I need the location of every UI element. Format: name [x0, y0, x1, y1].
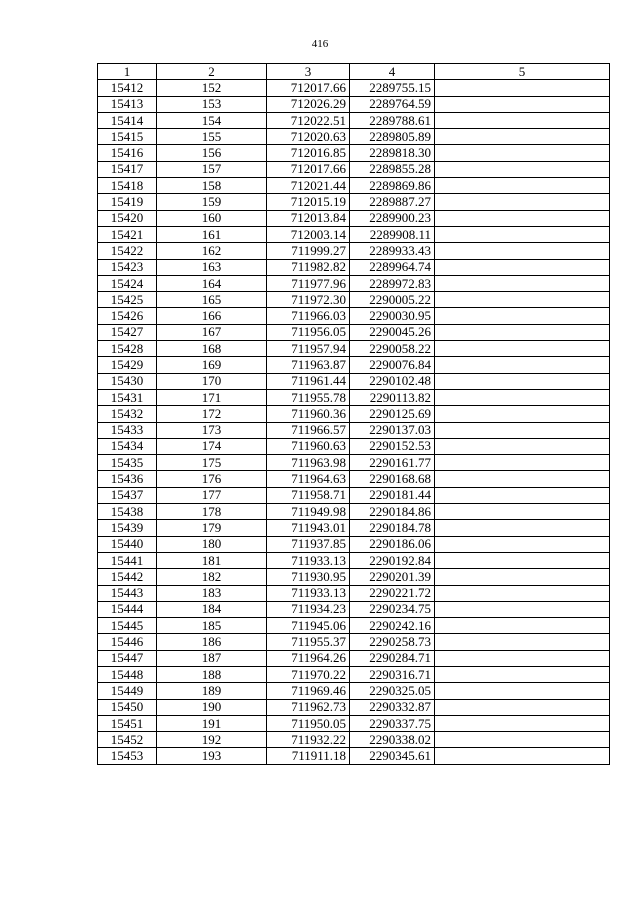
cell-coordinate-y: 2290186.06 — [350, 536, 435, 552]
cell-point-number: 183 — [157, 585, 267, 601]
cell-point-id: 15428 — [98, 341, 157, 357]
cell-point-id: 15425 — [98, 292, 157, 308]
cell-notes — [435, 194, 610, 210]
cell-notes — [435, 178, 610, 194]
cell-coordinate-y: 2290242.16 — [350, 618, 435, 634]
table-row — [98, 520, 610, 536]
cell-point-number: 175 — [157, 455, 267, 471]
cell-point-id: 15439 — [98, 520, 157, 536]
cell-coordinate-y: 2290152.53 — [350, 438, 435, 454]
cell-point-number: 180 — [157, 536, 267, 552]
cell-coordinate-y: 2290332.87 — [350, 699, 435, 715]
cell-coordinate-y: 2290325.05 — [350, 683, 435, 699]
cell-coordinate-y: 2290030.95 — [350, 308, 435, 324]
cell-coordinate-x: 711970.22 — [267, 666, 350, 682]
cell-coordinate-x: 711955.78 — [267, 389, 350, 405]
cell-coordinate-y: 2290076.84 — [350, 357, 435, 373]
cell-point-id: 15445 — [98, 618, 157, 634]
cell-coordinate-y: 2290045.26 — [350, 324, 435, 340]
table-row — [98, 552, 610, 568]
table-row — [98, 699, 610, 715]
cell-coordinate-x: 711933.13 — [267, 585, 350, 601]
cell-point-id: 15413 — [98, 96, 157, 112]
cell-point-number: 177 — [157, 487, 267, 503]
cell-point-id: 15433 — [98, 422, 157, 438]
cell-point-number: 182 — [157, 569, 267, 585]
cell-coordinate-x: 712021.44 — [267, 178, 350, 194]
cell-point-number: 167 — [157, 324, 267, 340]
cell-point-id: 15414 — [98, 112, 157, 128]
cell-coordinate-x: 712017.66 — [267, 80, 350, 96]
cell-notes — [435, 552, 610, 568]
cell-point-number: 165 — [157, 292, 267, 308]
cell-point-id: 15441 — [98, 552, 157, 568]
cell-point-id: 15438 — [98, 504, 157, 520]
cell-coordinate-x: 711966.03 — [267, 308, 350, 324]
cell-point-number: 184 — [157, 601, 267, 617]
cell-point-id: 15452 — [98, 732, 157, 748]
cell-coordinate-y: 2290181.44 — [350, 487, 435, 503]
cell-coordinate-y: 2289805.89 — [350, 129, 435, 145]
cell-coordinate-x: 712003.14 — [267, 226, 350, 242]
cell-coordinate-x: 711934.23 — [267, 601, 350, 617]
cell-notes — [435, 455, 610, 471]
cell-point-number: 152 — [157, 80, 267, 96]
cell-notes — [435, 406, 610, 422]
cell-coordinate-x: 712013.84 — [267, 210, 350, 226]
cell-notes — [435, 161, 610, 177]
cell-coordinate-x: 712022.51 — [267, 112, 350, 128]
cell-point-number: 160 — [157, 210, 267, 226]
cell-point-number: 163 — [157, 259, 267, 275]
cell-coordinate-y: 2289818.30 — [350, 145, 435, 161]
cell-point-number: 161 — [157, 226, 267, 242]
table-row — [98, 96, 610, 112]
header-cell-col5: 5 — [435, 64, 610, 80]
cell-coordinate-x: 711961.44 — [267, 373, 350, 389]
cell-coordinate-y: 2290005.22 — [350, 292, 435, 308]
cell-notes — [435, 569, 610, 585]
cell-point-number: 171 — [157, 389, 267, 405]
cell-notes — [435, 438, 610, 454]
cell-coordinate-x: 711949.98 — [267, 504, 350, 520]
cell-coordinate-x: 711958.71 — [267, 487, 350, 503]
table-row — [98, 243, 610, 259]
cell-notes — [435, 292, 610, 308]
cell-point-id: 15432 — [98, 406, 157, 422]
cell-notes — [435, 129, 610, 145]
cell-coordinate-x: 711964.26 — [267, 650, 350, 666]
cell-point-id: 15421 — [98, 226, 157, 242]
table-row — [98, 226, 610, 242]
table-row — [98, 194, 610, 210]
cell-coordinate-y: 2289855.28 — [350, 161, 435, 177]
cell-point-number: 159 — [157, 194, 267, 210]
cell-point-id: 15431 — [98, 389, 157, 405]
cell-point-id: 15437 — [98, 487, 157, 503]
cell-coordinate-x: 711977.96 — [267, 275, 350, 291]
cell-coordinate-y: 2290137.03 — [350, 422, 435, 438]
cell-coordinate-y: 2290201.39 — [350, 569, 435, 585]
cell-point-number: 154 — [157, 112, 267, 128]
cell-coordinate-y: 2289933.43 — [350, 243, 435, 259]
cell-point-number: 156 — [157, 145, 267, 161]
cell-point-number: 191 — [157, 715, 267, 731]
cell-notes — [435, 389, 610, 405]
cell-point-number: 179 — [157, 520, 267, 536]
cell-coordinate-x: 711963.87 — [267, 357, 350, 373]
table-row — [98, 504, 610, 520]
cell-point-id: 15415 — [98, 129, 157, 145]
cell-coordinate-y: 2289887.27 — [350, 194, 435, 210]
cell-coordinate-y: 2290113.82 — [350, 389, 435, 405]
cell-coordinate-x: 711945.06 — [267, 618, 350, 634]
cell-notes — [435, 715, 610, 731]
cell-coordinate-y: 2290234.75 — [350, 601, 435, 617]
cell-notes — [435, 373, 610, 389]
cell-coordinate-y: 2290258.73 — [350, 634, 435, 650]
table-row — [98, 112, 610, 128]
table-row — [98, 324, 610, 340]
table-row — [98, 650, 610, 666]
cell-notes — [435, 536, 610, 552]
cell-point-number: 176 — [157, 471, 267, 487]
table-row — [98, 487, 610, 503]
cell-coordinate-y: 2289908.11 — [350, 226, 435, 242]
cell-point-id: 15416 — [98, 145, 157, 161]
table-row — [98, 178, 610, 194]
cell-point-number: 178 — [157, 504, 267, 520]
cell-point-id: 15427 — [98, 324, 157, 340]
table-row — [98, 389, 610, 405]
cell-point-id: 15418 — [98, 178, 157, 194]
cell-point-number: 168 — [157, 341, 267, 357]
cell-coordinate-y: 2290345.61 — [350, 748, 435, 764]
cell-notes — [435, 112, 610, 128]
table-row — [98, 422, 610, 438]
header-cell-col2: 2 — [157, 64, 267, 80]
cell-notes — [435, 650, 610, 666]
cell-coordinate-x: 711963.98 — [267, 455, 350, 471]
cell-notes — [435, 699, 610, 715]
table-row — [98, 341, 610, 357]
cell-point-number: 181 — [157, 552, 267, 568]
cell-point-number: 187 — [157, 650, 267, 666]
cell-point-number: 193 — [157, 748, 267, 764]
cell-point-number: 158 — [157, 178, 267, 194]
coordinates-table — [97, 63, 610, 765]
cell-point-id: 15435 — [98, 455, 157, 471]
cell-notes — [435, 341, 610, 357]
cell-coordinate-x: 711937.85 — [267, 536, 350, 552]
cell-notes — [435, 243, 610, 259]
cell-notes — [435, 210, 610, 226]
table-row — [98, 618, 610, 634]
cell-point-number: 190 — [157, 699, 267, 715]
cell-coordinate-x: 711982.82 — [267, 259, 350, 275]
cell-point-id: 15444 — [98, 601, 157, 617]
cell-point-id: 15426 — [98, 308, 157, 324]
cell-point-number: 157 — [157, 161, 267, 177]
cell-point-number: 169 — [157, 357, 267, 373]
cell-notes — [435, 145, 610, 161]
cell-coordinate-x: 711933.13 — [267, 552, 350, 568]
table-row — [98, 666, 610, 682]
cell-point-number: 189 — [157, 683, 267, 699]
header-cell-col1: 1 — [98, 64, 157, 80]
cell-coordinate-y: 2290125.69 — [350, 406, 435, 422]
cell-notes — [435, 487, 610, 503]
cell-point-id: 15443 — [98, 585, 157, 601]
cell-point-id: 15436 — [98, 471, 157, 487]
cell-coordinate-x: 711960.63 — [267, 438, 350, 454]
cell-notes — [435, 748, 610, 764]
table-row — [98, 748, 610, 764]
cell-point-id: 15424 — [98, 275, 157, 291]
cell-point-id: 15449 — [98, 683, 157, 699]
table-row — [98, 308, 610, 324]
cell-coordinate-y: 2289869.86 — [350, 178, 435, 194]
cell-coordinate-y: 2289788.61 — [350, 112, 435, 128]
cell-coordinate-y: 2290102.48 — [350, 373, 435, 389]
cell-coordinate-y: 2290284.71 — [350, 650, 435, 666]
table-row — [98, 292, 610, 308]
cell-point-id: 15446 — [98, 634, 157, 650]
cell-notes — [435, 324, 610, 340]
cell-point-id: 15417 — [98, 161, 157, 177]
cell-coordinate-y: 2289755.15 — [350, 80, 435, 96]
table-row — [98, 601, 610, 617]
table-row — [98, 129, 610, 145]
cell-coordinate-x: 711911.18 — [267, 748, 350, 764]
cell-notes — [435, 585, 610, 601]
cell-coordinate-x: 711930.95 — [267, 569, 350, 585]
header-cell-col4: 4 — [350, 64, 435, 80]
table-row — [98, 634, 610, 650]
cell-point-id: 15423 — [98, 259, 157, 275]
cell-coordinate-x: 712017.66 — [267, 161, 350, 177]
cell-point-id: 15420 — [98, 210, 157, 226]
cell-coordinate-x: 712016.85 — [267, 145, 350, 161]
header-cell-col3: 3 — [267, 64, 350, 80]
cell-notes — [435, 618, 610, 634]
cell-point-id: 15450 — [98, 699, 157, 715]
cell-coordinate-y: 2290337.75 — [350, 715, 435, 731]
cell-coordinate-x: 711960.36 — [267, 406, 350, 422]
table-row — [98, 585, 610, 601]
cell-notes — [435, 666, 610, 682]
cell-point-id: 15422 — [98, 243, 157, 259]
cell-coordinate-y: 2290161.77 — [350, 455, 435, 471]
cell-coordinate-y: 2289964.74 — [350, 259, 435, 275]
cell-point-number: 186 — [157, 634, 267, 650]
cell-notes — [435, 422, 610, 438]
cell-coordinate-y: 2290168.68 — [350, 471, 435, 487]
cell-point-number: 170 — [157, 373, 267, 389]
cell-coordinate-x: 711943.01 — [267, 520, 350, 536]
cell-notes — [435, 634, 610, 650]
cell-notes — [435, 471, 610, 487]
cell-coordinate-x: 711932.22 — [267, 732, 350, 748]
cell-coordinate-y: 2289764.59 — [350, 96, 435, 112]
cell-coordinate-y: 2290184.86 — [350, 504, 435, 520]
table-row — [98, 683, 610, 699]
table-body — [98, 64, 610, 765]
cell-point-id: 15440 — [98, 536, 157, 552]
table-row — [98, 357, 610, 373]
cell-point-number: 164 — [157, 275, 267, 291]
cell-notes — [435, 96, 610, 112]
cell-point-number: 172 — [157, 406, 267, 422]
cell-point-number: 153 — [157, 96, 267, 112]
cell-coordinate-y: 2290058.22 — [350, 341, 435, 357]
table-row — [98, 471, 610, 487]
table-row — [98, 145, 610, 161]
table-row — [98, 438, 610, 454]
cell-notes — [435, 601, 610, 617]
cell-point-number: 162 — [157, 243, 267, 259]
cell-notes — [435, 683, 610, 699]
table-row — [98, 80, 610, 96]
cell-coordinate-y: 2289900.23 — [350, 210, 435, 226]
cell-coordinate-x: 711957.94 — [267, 341, 350, 357]
table-row — [98, 406, 610, 422]
cell-point-id: 15448 — [98, 666, 157, 682]
cell-point-number: 188 — [157, 666, 267, 682]
cell-point-id: 15434 — [98, 438, 157, 454]
cell-point-number: 155 — [157, 129, 267, 145]
cell-point-id: 15419 — [98, 194, 157, 210]
cell-point-id: 15412 — [98, 80, 157, 96]
table-row — [98, 161, 610, 177]
cell-point-number: 166 — [157, 308, 267, 324]
table-row — [98, 455, 610, 471]
cell-coordinate-x: 711966.57 — [267, 422, 350, 438]
cell-coordinate-y: 2290316.71 — [350, 666, 435, 682]
cell-coordinate-y: 2290221.72 — [350, 585, 435, 601]
cell-point-number: 173 — [157, 422, 267, 438]
cell-point-number: 185 — [157, 618, 267, 634]
cell-notes — [435, 308, 610, 324]
cell-notes — [435, 732, 610, 748]
cell-coordinate-x: 711956.05 — [267, 324, 350, 340]
cell-point-id: 15429 — [98, 357, 157, 373]
table-row — [98, 715, 610, 731]
cell-coordinate-x: 711972.30 — [267, 292, 350, 308]
cell-coordinate-x: 711999.27 — [267, 243, 350, 259]
cell-point-id: 15442 — [98, 569, 157, 585]
cell-coordinate-x: 711950.05 — [267, 715, 350, 731]
cell-point-number: 174 — [157, 438, 267, 454]
cell-point-id: 15453 — [98, 748, 157, 764]
table-row — [98, 732, 610, 748]
cell-coordinate-x: 711969.46 — [267, 683, 350, 699]
cell-notes — [435, 80, 610, 96]
cell-coordinate-y: 2290192.84 — [350, 552, 435, 568]
cell-point-id: 15451 — [98, 715, 157, 731]
cell-point-number: 192 — [157, 732, 267, 748]
cell-coordinate-x: 711955.37 — [267, 634, 350, 650]
table-header-row — [98, 64, 610, 80]
table-row — [98, 373, 610, 389]
cell-coordinate-x: 712015.19 — [267, 194, 350, 210]
table-row — [98, 275, 610, 291]
cell-notes — [435, 259, 610, 275]
cell-point-id: 15447 — [98, 650, 157, 666]
table-row — [98, 569, 610, 585]
table-row — [98, 210, 610, 226]
cell-notes — [435, 357, 610, 373]
cell-notes — [435, 504, 610, 520]
cell-coordinate-x: 711964.63 — [267, 471, 350, 487]
table-row — [98, 536, 610, 552]
table-row — [98, 259, 610, 275]
cell-coordinate-y: 2290338.02 — [350, 732, 435, 748]
cell-notes — [435, 275, 610, 291]
cell-coordinate-x: 712020.63 — [267, 129, 350, 145]
cell-notes — [435, 520, 610, 536]
cell-notes — [435, 226, 610, 242]
cell-coordinate-y: 2290184.78 — [350, 520, 435, 536]
page-number: 416 — [311, 38, 329, 50]
cell-coordinate-x: 711962.73 — [267, 699, 350, 715]
cell-coordinate-y: 2289972.83 — [350, 275, 435, 291]
cell-point-id: 15430 — [98, 373, 157, 389]
cell-coordinate-x: 712026.29 — [267, 96, 350, 112]
